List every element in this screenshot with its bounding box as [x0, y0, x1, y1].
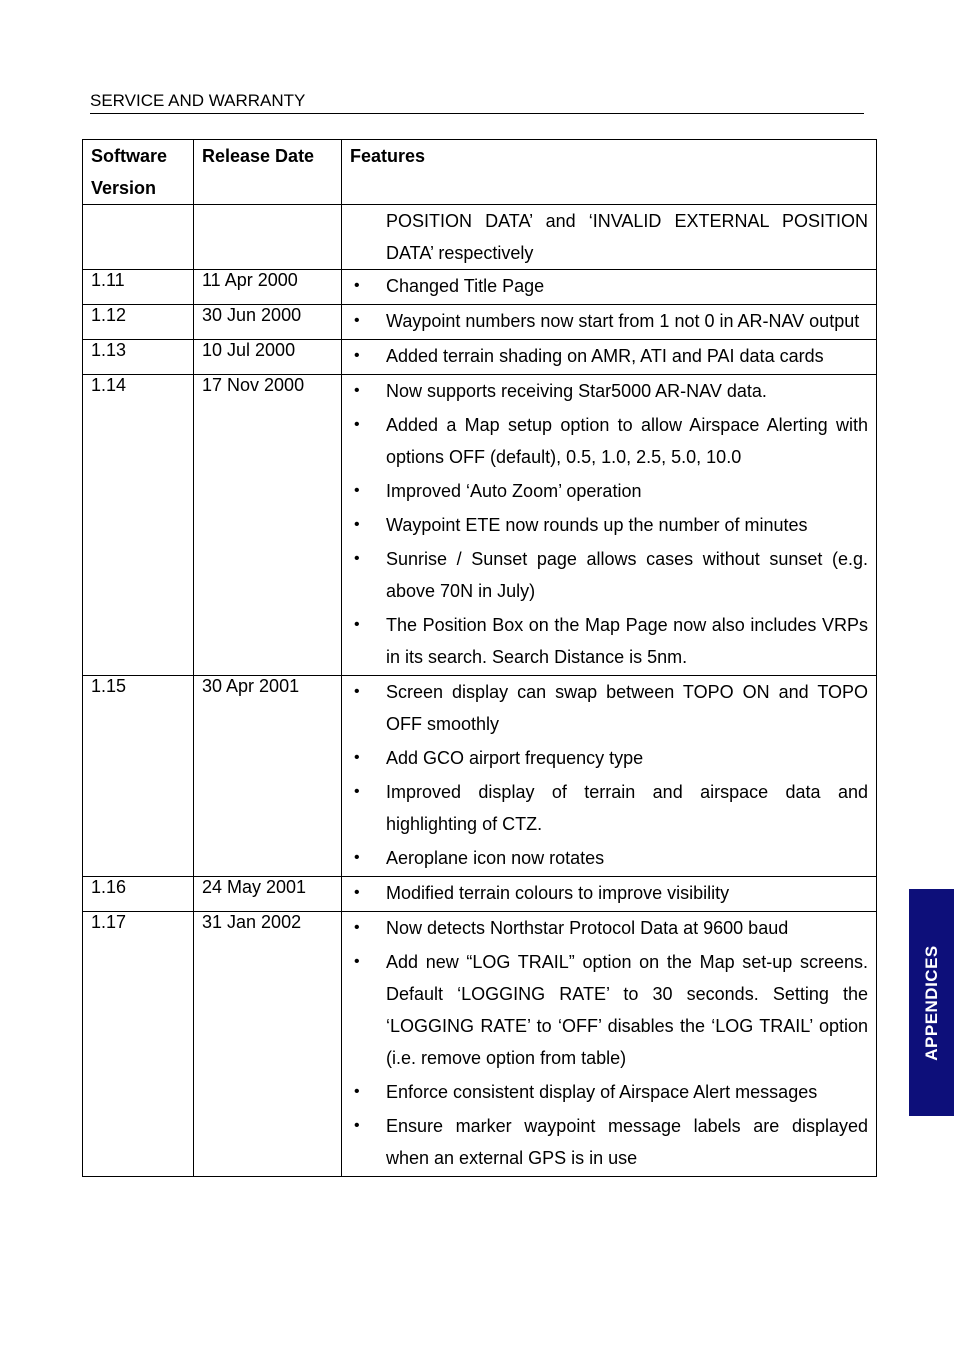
feature-item: • Sunrise / Sunset page allows cases without sunset (e.g. above 70N in July): [350, 543, 868, 607]
version-cell: 1.14: [83, 375, 194, 676]
feature-item: • Now detects Northstar Protocol Data at 9600 baud: [350, 912, 868, 944]
feature-item: • Waypoint ETE now rounds up the number of minutes: [350, 509, 868, 541]
date-cell: [194, 205, 342, 270]
table-row: [83, 912, 877, 1177]
features-cell: [342, 340, 877, 375]
table-row: [83, 877, 877, 912]
appendices-tab[interactable]: [909, 889, 954, 1116]
table-row: [83, 270, 877, 305]
version-cell: 1.15: [83, 676, 194, 877]
feature-list: [350, 340, 868, 372]
version-cell: 1.16: [83, 877, 194, 912]
date-cell: 11 Apr 2000: [194, 270, 342, 305]
version-cell: [83, 205, 194, 270]
header-software-version: Software Version: [83, 140, 194, 205]
version-cell: 1.11: [83, 270, 194, 305]
feature-list: [350, 305, 868, 337]
features-cell: [342, 270, 877, 305]
feature-item: • Changed Title Page: [350, 270, 868, 302]
table-row: [83, 676, 877, 877]
features-cell: [342, 305, 877, 340]
feature-item: • Enforce consistent display of Airspace Alert messages: [350, 1076, 868, 1108]
feature-list: [350, 912, 868, 1174]
date-cell: 17 Nov 2000: [194, 375, 342, 676]
feature-item: • The Position Box on the Map Page now also includes VRPs in its search. Search Distance is 5nm.: [350, 609, 868, 673]
version-cell: 1.12: [83, 305, 194, 340]
features-cell: [342, 676, 877, 877]
features-cell: [342, 912, 877, 1177]
date-cell: 30 Apr 2001: [194, 676, 342, 877]
date-cell: 31 Jan 2002: [194, 912, 342, 1177]
section-title: SERVICE AND WARRANTY: [90, 91, 864, 114]
feature-item: • Added terrain shading on AMR, ATI and PAI data cards: [350, 340, 868, 372]
table-header-row: [83, 140, 877, 205]
feature-list: [350, 270, 868, 302]
feature-item: • Modified terrain colours to improve visibility: [350, 877, 868, 909]
feature-item: • Now supports receiving Star5000 AR-NAV data.: [350, 375, 868, 407]
version-cell: 1.13: [83, 340, 194, 375]
feature-item: • Screen display can swap between TOPO ON and TOPO OFF smoothly: [350, 676, 868, 740]
date-cell: 24 May 2001: [194, 877, 342, 912]
software-version-table: [82, 139, 877, 1177]
header-release-date: Release Date: [194, 140, 342, 205]
table-row: [83, 375, 877, 676]
feature-item: • Add new “LOG TRAIL” option on the Map set-up screens. Default ‘LOGGING RATE’ to 30 seconds. Setting the ‘LOGGING RATE’ to ‘OFF’ disables the ‘LOG TRAIL’ option (i.e. remove option from table): [350, 946, 868, 1074]
appendices-tab-label: APPENDICES: [921, 944, 941, 1061]
feature-list: [350, 375, 868, 673]
feature-item: • Ensure marker waypoint message labels are displayed when an external GPS is in use: [350, 1110, 868, 1174]
feature-list: [350, 676, 868, 874]
features-cell: [342, 877, 877, 912]
version-cell: 1.17: [83, 912, 194, 1177]
continued-feature-text: POSITION DATA’ and ‘INVALID EXTERNAL POSITION DATA’ respectively: [386, 211, 868, 263]
header-features: Features: [342, 140, 877, 205]
features-cell: [342, 205, 877, 270]
feature-item: • Added a Map setup option to allow Airspace Alerting with options OFF (default), 0.5, 1.0, 2.5, 5.0, 10.0: [350, 409, 868, 473]
feature-item: • Waypoint numbers now start from 1 not 0 in AR-NAV output: [350, 305, 868, 337]
feature-item: • Aeroplane icon now rotates: [350, 842, 868, 874]
feature-item: • Improved ‘Auto Zoom’ operation: [350, 475, 868, 507]
table-row-continuation: [83, 205, 877, 270]
table-row: [83, 305, 877, 340]
feature-item: • Add GCO airport frequency type: [350, 742, 868, 774]
features-cell: [342, 375, 877, 676]
date-cell: 10 Jul 2000: [194, 340, 342, 375]
date-cell: 30 Jun 2000: [194, 305, 342, 340]
feature-item: • Improved display of terrain and airspace data and highlighting of CTZ.: [350, 776, 868, 840]
table-row: [83, 340, 877, 375]
feature-list: [350, 877, 868, 909]
